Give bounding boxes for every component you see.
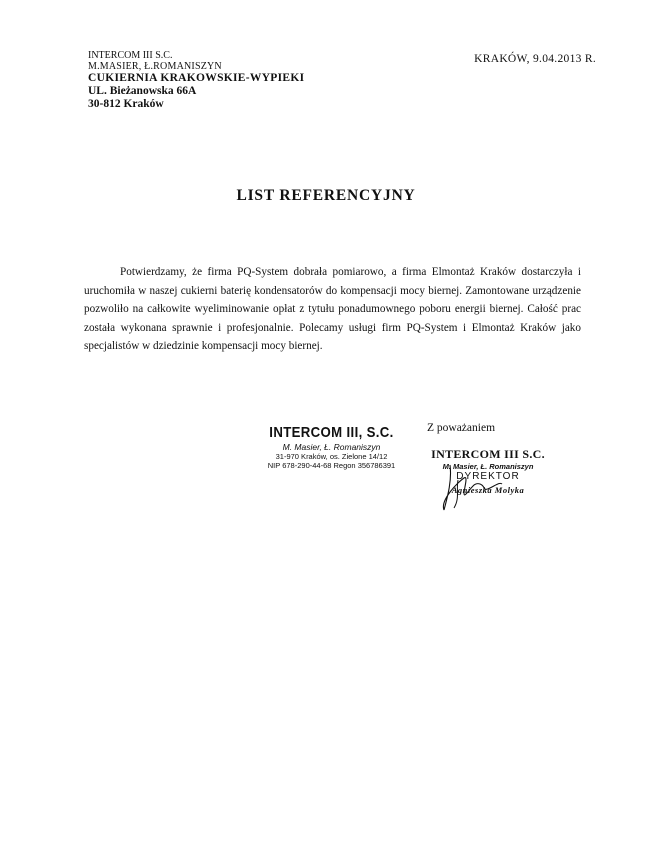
stamp-company-name: INTERCOM III, S.C.: [269, 424, 394, 441]
sender-company: INTERCOM III S.C.: [88, 50, 173, 61]
sender-business-name: CUKIERNIA KRAKOWSKIE-WYPIEKI: [88, 72, 305, 84]
company-stamp: [259, 424, 404, 470]
sender-block: [88, 50, 304, 111]
body-paragraph: Potwierdzamy, że firma PQ-System dobrała pomiarowo, a firma Elmontaż Kraków dostarczyła i uruchomiła w naszej cukierni baterię kondensatorów do kompensacji mocy biernej. Zamontowane urządzenie pozwoliło na całkowite wyeliminowanie opłat z tytułu ponadumownego poboru energii biernej. Całość prac została wykonana sprawnie i profesjonalnie. Polecamy usługi firm PQ-System i Elmontaż Kraków jako specjalistów w dziedzinie kompensacji mocy biernej.: [84, 266, 581, 352]
sender-city: 30-812 Kraków: [88, 98, 164, 110]
sender-owners: M.MASIER, Ł.ROMANISZYN: [88, 61, 222, 72]
director-stamp-owners: M. Masier, Ł. Romaniszyn: [442, 462, 534, 471]
closing-regards: Z poważaniem: [427, 422, 496, 434]
stamp-owners: M. Masier, Ł. Romaniszyn: [282, 442, 381, 452]
handwritten-signature: [430, 460, 530, 520]
director-stamp-company: INTERCOM III S.C.: [431, 447, 545, 461]
letter-title: LIST REFERENCYJNY: [236, 187, 416, 204]
sender-street: UL. Bieżanowska 66A: [88, 85, 197, 97]
letter-body: [84, 263, 581, 356]
letter-date: KRAKÓW, 9.04.2013 R.: [474, 53, 596, 65]
stamp-nip: NIP 678-290-44-68 Regon 356786391: [267, 461, 396, 470]
director-name: Agnieszka Molyka: [451, 485, 525, 495]
stamp-address: 31-970 Kraków, os. Zielone 14/12: [275, 452, 388, 461]
director-role: DYREKTOR: [456, 471, 520, 482]
